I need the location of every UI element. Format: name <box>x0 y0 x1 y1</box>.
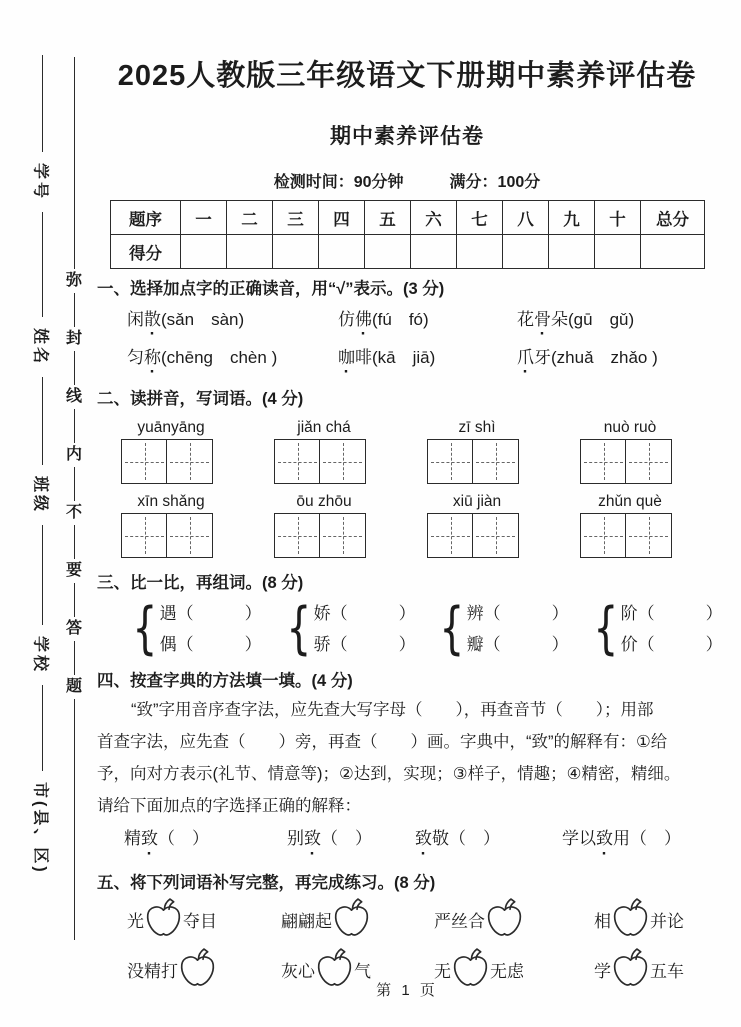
score-cell <box>549 235 595 269</box>
pinyin-label: zī shì <box>458 419 496 436</box>
writing-grid-cell <box>472 439 519 484</box>
word-pair <box>434 598 588 660</box>
pair-bottom: 瓣（ ） <box>466 635 569 654</box>
header-cell: 二 <box>227 201 273 235</box>
score-table <box>110 200 705 269</box>
q4-word: 致敬（ ） <box>415 827 562 851</box>
pinyin-label: yuānyāng <box>137 419 205 436</box>
pair-top: 阶（ ） <box>620 604 723 623</box>
seal-char: 线 <box>65 388 82 405</box>
pair-bottom: 偶（ ） <box>159 635 262 654</box>
q4-line: 首查字法，应先查（ ）旁，再查（ ）画。字典中，“致”的解释有：①给 <box>97 733 668 751</box>
q1-item: 爪牙(zhuǎ zhǎo ) <box>517 348 658 367</box>
answer-blank: （ ） <box>330 635 416 654</box>
q4-title: 四、按查字典的方法填一填。(4 分) <box>97 672 353 690</box>
score-cell <box>503 235 549 269</box>
q2-title: 二、读拼音，写词语。(4 分) <box>97 390 304 408</box>
seal-line-segment <box>74 409 75 443</box>
word-pair <box>127 598 281 660</box>
pair-top: 遇（ ） <box>159 604 262 623</box>
score-cell <box>411 235 457 269</box>
header-cell: 六 <box>411 201 457 235</box>
page-subtitle: 期中素养评估卷 <box>330 125 484 148</box>
exam-total-score: 满分：100分 <box>449 174 541 191</box>
seal-line-segment <box>74 583 75 617</box>
seal-char: 封 <box>65 330 82 347</box>
score-cell <box>457 235 503 269</box>
header-cell: 三 <box>273 201 319 235</box>
page-number: 第 1 页 <box>376 982 438 999</box>
pair-top: 娇（ ） <box>313 604 416 623</box>
word-pair <box>281 598 434 660</box>
q5-item: 光 夺目 <box>127 896 281 939</box>
write-line <box>42 55 43 152</box>
writing-grid-cell <box>166 513 213 558</box>
header-cell: 总分 <box>641 201 705 235</box>
seal-line-segment <box>74 525 75 559</box>
pinyin-label: xīn shǎng <box>137 493 205 510</box>
q1-item: 仿佛(fú fó) <box>338 310 429 329</box>
dotted-char: 散 <box>144 310 161 329</box>
q5-item: 严丝合 <box>434 896 594 939</box>
pinyin-write-unit <box>121 493 221 558</box>
writing-grid-cell <box>319 513 366 558</box>
exam-info-row <box>97 169 717 192</box>
q1-item: 咖啡(kā jiā) <box>338 348 436 367</box>
dotted-char: 称 <box>144 348 161 367</box>
header-cell: 八 <box>503 201 549 235</box>
dotted-char: 爪 <box>517 348 534 367</box>
answer-blank: （ ） <box>176 604 262 623</box>
q3-title: 三、比一比，再组词。(8 分) <box>97 574 304 592</box>
apple-blank-icon <box>145 896 182 941</box>
header-cell: 四 <box>319 201 365 235</box>
writing-grid-cell <box>580 513 627 558</box>
answer-blank: （ ） <box>176 635 262 654</box>
pinyin-write-unit <box>274 419 374 484</box>
seal-char: 答 <box>65 620 82 637</box>
seal-line-segment <box>74 351 75 385</box>
q1-item: 花骨朵(gū gǔ) <box>517 310 635 329</box>
score-cell <box>595 235 641 269</box>
seal-line-segment <box>74 467 75 501</box>
seal-char: 不 <box>65 504 82 521</box>
writing-grid-cell <box>274 513 321 558</box>
answer-blank: （ ） <box>483 604 569 623</box>
dotted-char: 致 <box>141 829 158 848</box>
score-cell <box>181 235 227 269</box>
q5-row-1 <box>97 896 717 939</box>
pinyin-write-unit <box>274 493 374 558</box>
score-row-label: 得分 <box>111 235 181 269</box>
pinyin-write-unit <box>427 419 527 484</box>
header-cell: 五 <box>365 201 411 235</box>
header-cell: 七 <box>457 201 503 235</box>
seal-char: 要 <box>65 562 82 579</box>
brace-glyph: { <box>286 596 312 661</box>
q3-pairs <box>97 596 723 661</box>
q2-row-2 <box>97 493 717 558</box>
q5-item: 翩翩起 <box>281 896 434 939</box>
pinyin-write-unit <box>580 419 680 484</box>
pinyin-label: xiū jiàn <box>452 493 502 510</box>
q1-title: 一、选择加点字的正确读音，用“√”表示。(3 分) <box>97 280 445 298</box>
dotted-char: 咖 <box>338 348 355 367</box>
score-table-header-row <box>111 201 705 235</box>
field-label-student-number: 学号 <box>31 163 49 202</box>
q4-prompt: 请给下面加点的字选择正确的解释： <box>97 797 361 815</box>
pair-top: 辨（ ） <box>466 604 569 623</box>
seal-line-column <box>64 57 84 940</box>
answer-blank: （ ） <box>483 635 569 654</box>
dotted-char: 骨 <box>534 310 551 329</box>
q2-row-1 <box>97 419 717 484</box>
answer-blank: （ ） <box>637 635 723 654</box>
writing-grid-cell <box>427 513 474 558</box>
exam-content <box>97 40 723 989</box>
pinyin-write-unit <box>427 493 527 558</box>
q4-words <box>97 827 717 861</box>
q5-item: 灰心 气 <box>281 946 434 989</box>
answer-blank: （ ） <box>330 604 416 623</box>
writing-grid-cell <box>121 513 168 558</box>
field-label-name: 姓名 <box>31 328 49 367</box>
q5-item: 学 五车 <box>594 946 717 989</box>
dotted-char: 佛 <box>355 310 372 329</box>
brace-glyph: { <box>439 596 465 661</box>
page-title: 2025人教版三年级语文下册期中素养评估卷 <box>117 60 697 92</box>
word-pair <box>588 598 723 660</box>
seal-line-segment <box>74 641 75 675</box>
score-cell <box>365 235 411 269</box>
write-line <box>42 685 43 771</box>
field-label-school: 学校 <box>31 636 49 675</box>
field-label-class: 班级 <box>31 476 49 515</box>
writing-grid-cell <box>121 439 168 484</box>
student-info-column <box>29 55 55 937</box>
q4-word: 学以致用（ ） <box>562 827 717 851</box>
pinyin-label: zhǔn què <box>598 493 662 510</box>
pinyin-label: ōu zhōu <box>296 493 352 510</box>
write-line <box>42 377 43 465</box>
q5-title: 五、将下列词语补写完整，再完成练习。(8 分) <box>97 874 436 892</box>
score-cell <box>273 235 319 269</box>
pinyin-label: jiǎn chá <box>297 419 351 436</box>
q5-item: 相 并论 <box>594 896 717 939</box>
field-label-city-county-district: 市(县、区) <box>31 782 49 875</box>
header-cell: 题序 <box>111 201 181 235</box>
writing-grid-cell <box>472 513 519 558</box>
q4-line: “致”字用音序查字法，应先查大写字母（ ），再查音节（ ）；用部 <box>131 701 654 719</box>
q5-item: 无 无虑 <box>434 946 594 989</box>
q1-item: 匀称(chēng chèn ) <box>127 348 278 367</box>
q4-word: 别致（ ） <box>287 827 415 851</box>
writing-grid-cell <box>427 439 474 484</box>
pinyin-write-unit <box>121 419 221 484</box>
pinyin-label: nuò ruò <box>603 419 657 436</box>
score-cell <box>319 235 365 269</box>
pair-bottom: 价（ ） <box>620 635 723 654</box>
q5-item: 没精打 <box>127 946 281 989</box>
q4-line: 予，向对方表示(礼节、情意等)；②达到，实现；③样子，情趣；④精密，精细。 <box>97 765 681 783</box>
brace-glyph: { <box>593 596 619 661</box>
seal-char: 题 <box>65 678 82 695</box>
writing-grid-cell <box>625 439 672 484</box>
score-cell <box>227 235 273 269</box>
seal-char: 弥 <box>65 272 82 289</box>
pair-bottom: 骄（ ） <box>313 635 416 654</box>
seal-line-segment <box>74 699 75 940</box>
write-line <box>42 525 43 625</box>
header-cell: 十 <box>595 201 641 235</box>
dotted-char: 致 <box>304 829 321 848</box>
q1-items <box>97 308 717 375</box>
apple-blank-icon <box>612 896 649 941</box>
seal-line-segment <box>74 293 75 327</box>
header-cell: 九 <box>549 201 595 235</box>
write-line <box>42 212 43 317</box>
dotted-char: 致 <box>415 829 432 848</box>
seal-line-segment <box>74 57 75 269</box>
q1-item: 闲散(sǎn sàn) <box>127 310 245 329</box>
q4-word: 精致（ ） <box>124 827 287 851</box>
exam-duration: 检测时间：90分钟 <box>273 174 404 191</box>
score-table-score-row <box>111 235 705 269</box>
brace-glyph: { <box>132 596 158 661</box>
dotted-char: 致 <box>596 829 613 848</box>
writing-grid-cell <box>166 439 213 484</box>
apple-blank-icon <box>486 896 523 941</box>
header-cell: 一 <box>181 201 227 235</box>
q4-paragraph <box>97 694 717 822</box>
score-cell <box>641 235 705 269</box>
answer-blank: （ ） <box>637 604 723 623</box>
seal-char: 内 <box>65 446 82 463</box>
writing-grid-cell <box>274 439 321 484</box>
pinyin-write-unit <box>580 493 680 558</box>
writing-grid-cell <box>625 513 672 558</box>
apple-blank-icon <box>333 896 370 941</box>
writing-grid-cell <box>319 439 366 484</box>
writing-grid-cell <box>580 439 627 484</box>
